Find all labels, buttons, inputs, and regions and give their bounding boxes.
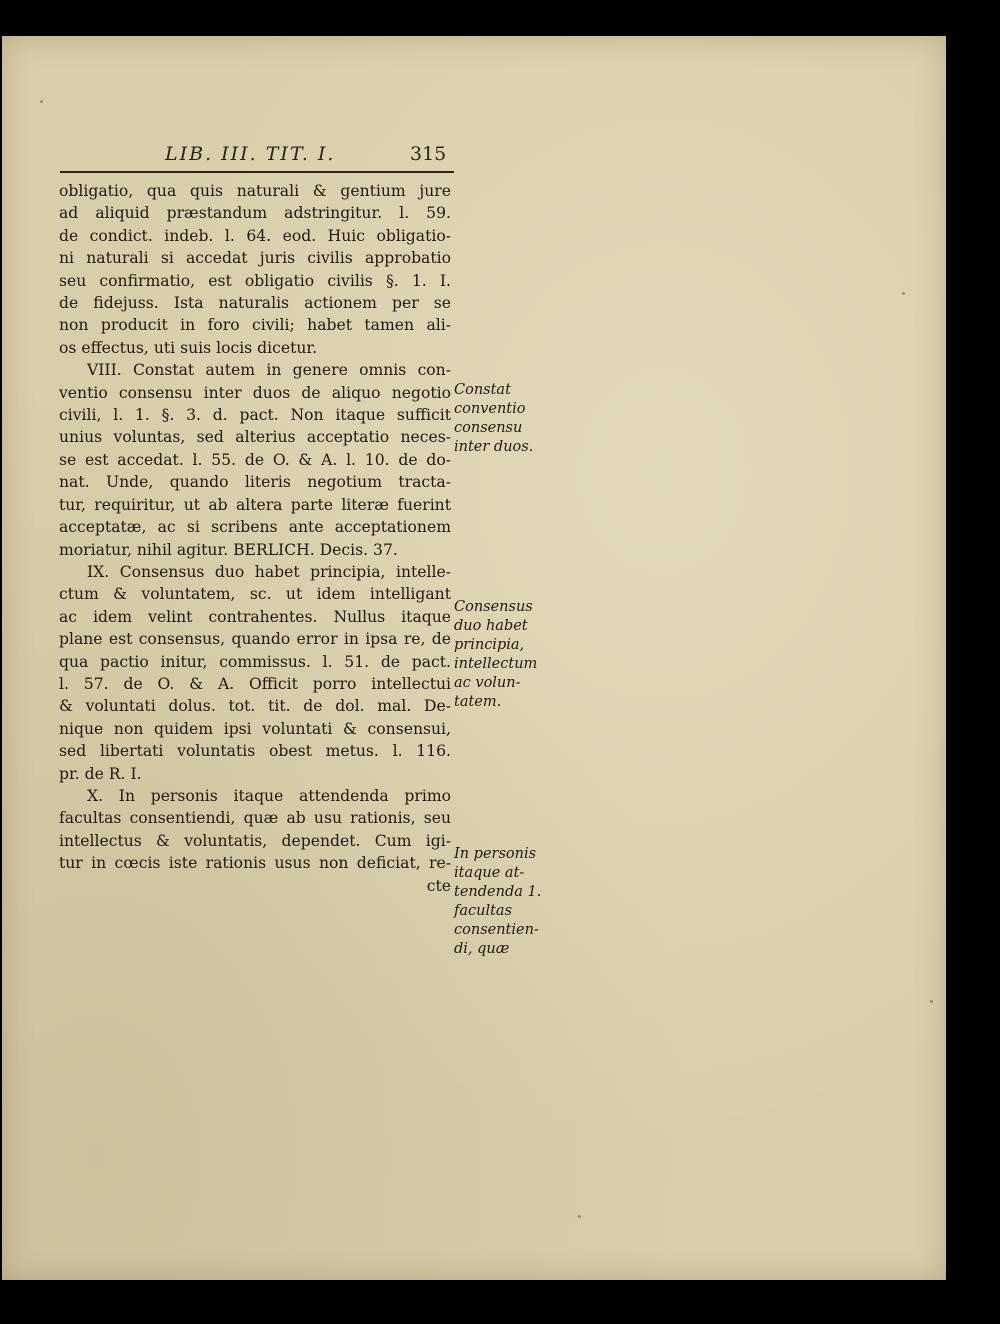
- text-line: VIII. Constat autem in genere omnis con-: [87, 361, 451, 380]
- text-line: l. 57. de O. & A. Officit porro intellectui: [59, 674, 451, 693]
- text-line: acceptatæ, ac si scribens ante acceptationem: [59, 518, 451, 537]
- paper-speck: [578, 1215, 581, 1218]
- marginal-note-line: facultas: [454, 903, 513, 919]
- catchword: cte: [426, 876, 451, 895]
- paper-speck: [40, 100, 43, 103]
- main-text: [59, 180, 451, 897]
- text-line: os effectus, uti suis locis dicetur.: [59, 338, 318, 357]
- text-line: unius voluntas, sed alterius acceptatio neces-: [59, 428, 451, 447]
- text-line: sed libertati voluntatis obest metus. l. 116.: [59, 742, 451, 761]
- text-line: qua pactio initur, commissus. l. 51. de pact.: [59, 652, 451, 671]
- text-line: ad aliquid præstandum adstringitur. l. 59.: [59, 204, 451, 223]
- text-line: ctum & voluntatem, sc. ut idem intelligant: [59, 585, 451, 604]
- text-line: ac idem velint contrahentes. Nullus itaque: [59, 607, 451, 626]
- marginal-note-line: ac volun-: [454, 675, 521, 691]
- marginal-note-line: In personis: [454, 846, 537, 862]
- text-line: intellectus & voluntatis, dependet. Cum igi-: [59, 831, 451, 850]
- text-line: ventio consensu inter duos de aliquo negotio: [59, 383, 451, 402]
- text-line: se est accedat. l. 55. de O. & A. l. 10. de do-: [59, 450, 451, 469]
- text-line: moriatur, nihil agitur. BERLICH. Decis. 37.: [59, 540, 398, 559]
- marginal-note-line: Constat: [454, 382, 511, 398]
- marginal-note-line: conventio: [454, 401, 526, 417]
- text-line: de condict. indeb. l. 64. eod. Huic obligatio-: [59, 226, 451, 245]
- marginal-note-line: principia,: [454, 637, 525, 653]
- text-line: facultas consentiendi, quæ ab usu rationis, seu: [59, 809, 451, 828]
- text-line: tur in cœcis iste rationis usus non deficiat, re-: [59, 854, 451, 873]
- text-line: pr. de R. I.: [59, 764, 142, 783]
- header-rule: [60, 171, 454, 173]
- text-line: plane est consensus, quando error in ipsa re, de: [59, 630, 451, 649]
- text-line: & voluntati dolus. tot. tit. de dol. mal. De-: [59, 697, 451, 716]
- text-line: civili, l. 1. §. 3. d. pact. Non itaque sufficit: [59, 406, 451, 425]
- running-head: LIB. III. TIT. I.: [165, 143, 336, 165]
- text-line: non producit in foro civili; habet tamen ali-: [59, 316, 451, 335]
- page-number: 315: [410, 143, 447, 165]
- text-line: IX. Consensus duo habet principia, intelle-: [87, 562, 451, 581]
- marginal-note-line: Consensus: [454, 599, 533, 615]
- marginal-note-line: intellectum: [454, 656, 538, 672]
- marginal-note-in-personis: [454, 845, 541, 959]
- text-line: nat. Unde, quando literis negotium tracta-: [59, 473, 451, 492]
- marginal-note-line: tendenda 1.: [454, 884, 542, 900]
- marginal-note-consensus-principia: [454, 598, 537, 712]
- paper-speck: [930, 1000, 933, 1003]
- marginal-note-consensus-conventio: [454, 381, 533, 457]
- marginal-note-line: itaque at-: [454, 865, 525, 881]
- marginal-note-line: tatem.: [454, 694, 502, 710]
- marginal-note-line: consentien-: [454, 922, 539, 938]
- marginal-note-line: consensu: [454, 420, 523, 436]
- text-line: seu confirmatio, est obligatio civilis §. 1. I.: [59, 271, 451, 290]
- marginal-note-line: inter duos.: [454, 439, 534, 455]
- text-line: ni naturali si accedat juris civilis approbatio: [59, 249, 451, 268]
- text-line: de fidejuss. Ista naturalis actionem per se: [59, 294, 451, 313]
- text-line: X. In personis itaque attendenda primo: [87, 786, 451, 805]
- marginal-note-line: duo habet: [454, 618, 528, 634]
- text-line: tur, requiritur, ut ab altera parte literæ fuerint: [59, 495, 451, 514]
- paper-speck: [902, 292, 905, 295]
- text-line: nique non quidem ipsi voluntati & consensui,: [59, 719, 451, 738]
- text-line: obligatio, qua quis naturali & gentium jure: [59, 182, 451, 200]
- marginal-note-line: di, quæ: [454, 941, 510, 957]
